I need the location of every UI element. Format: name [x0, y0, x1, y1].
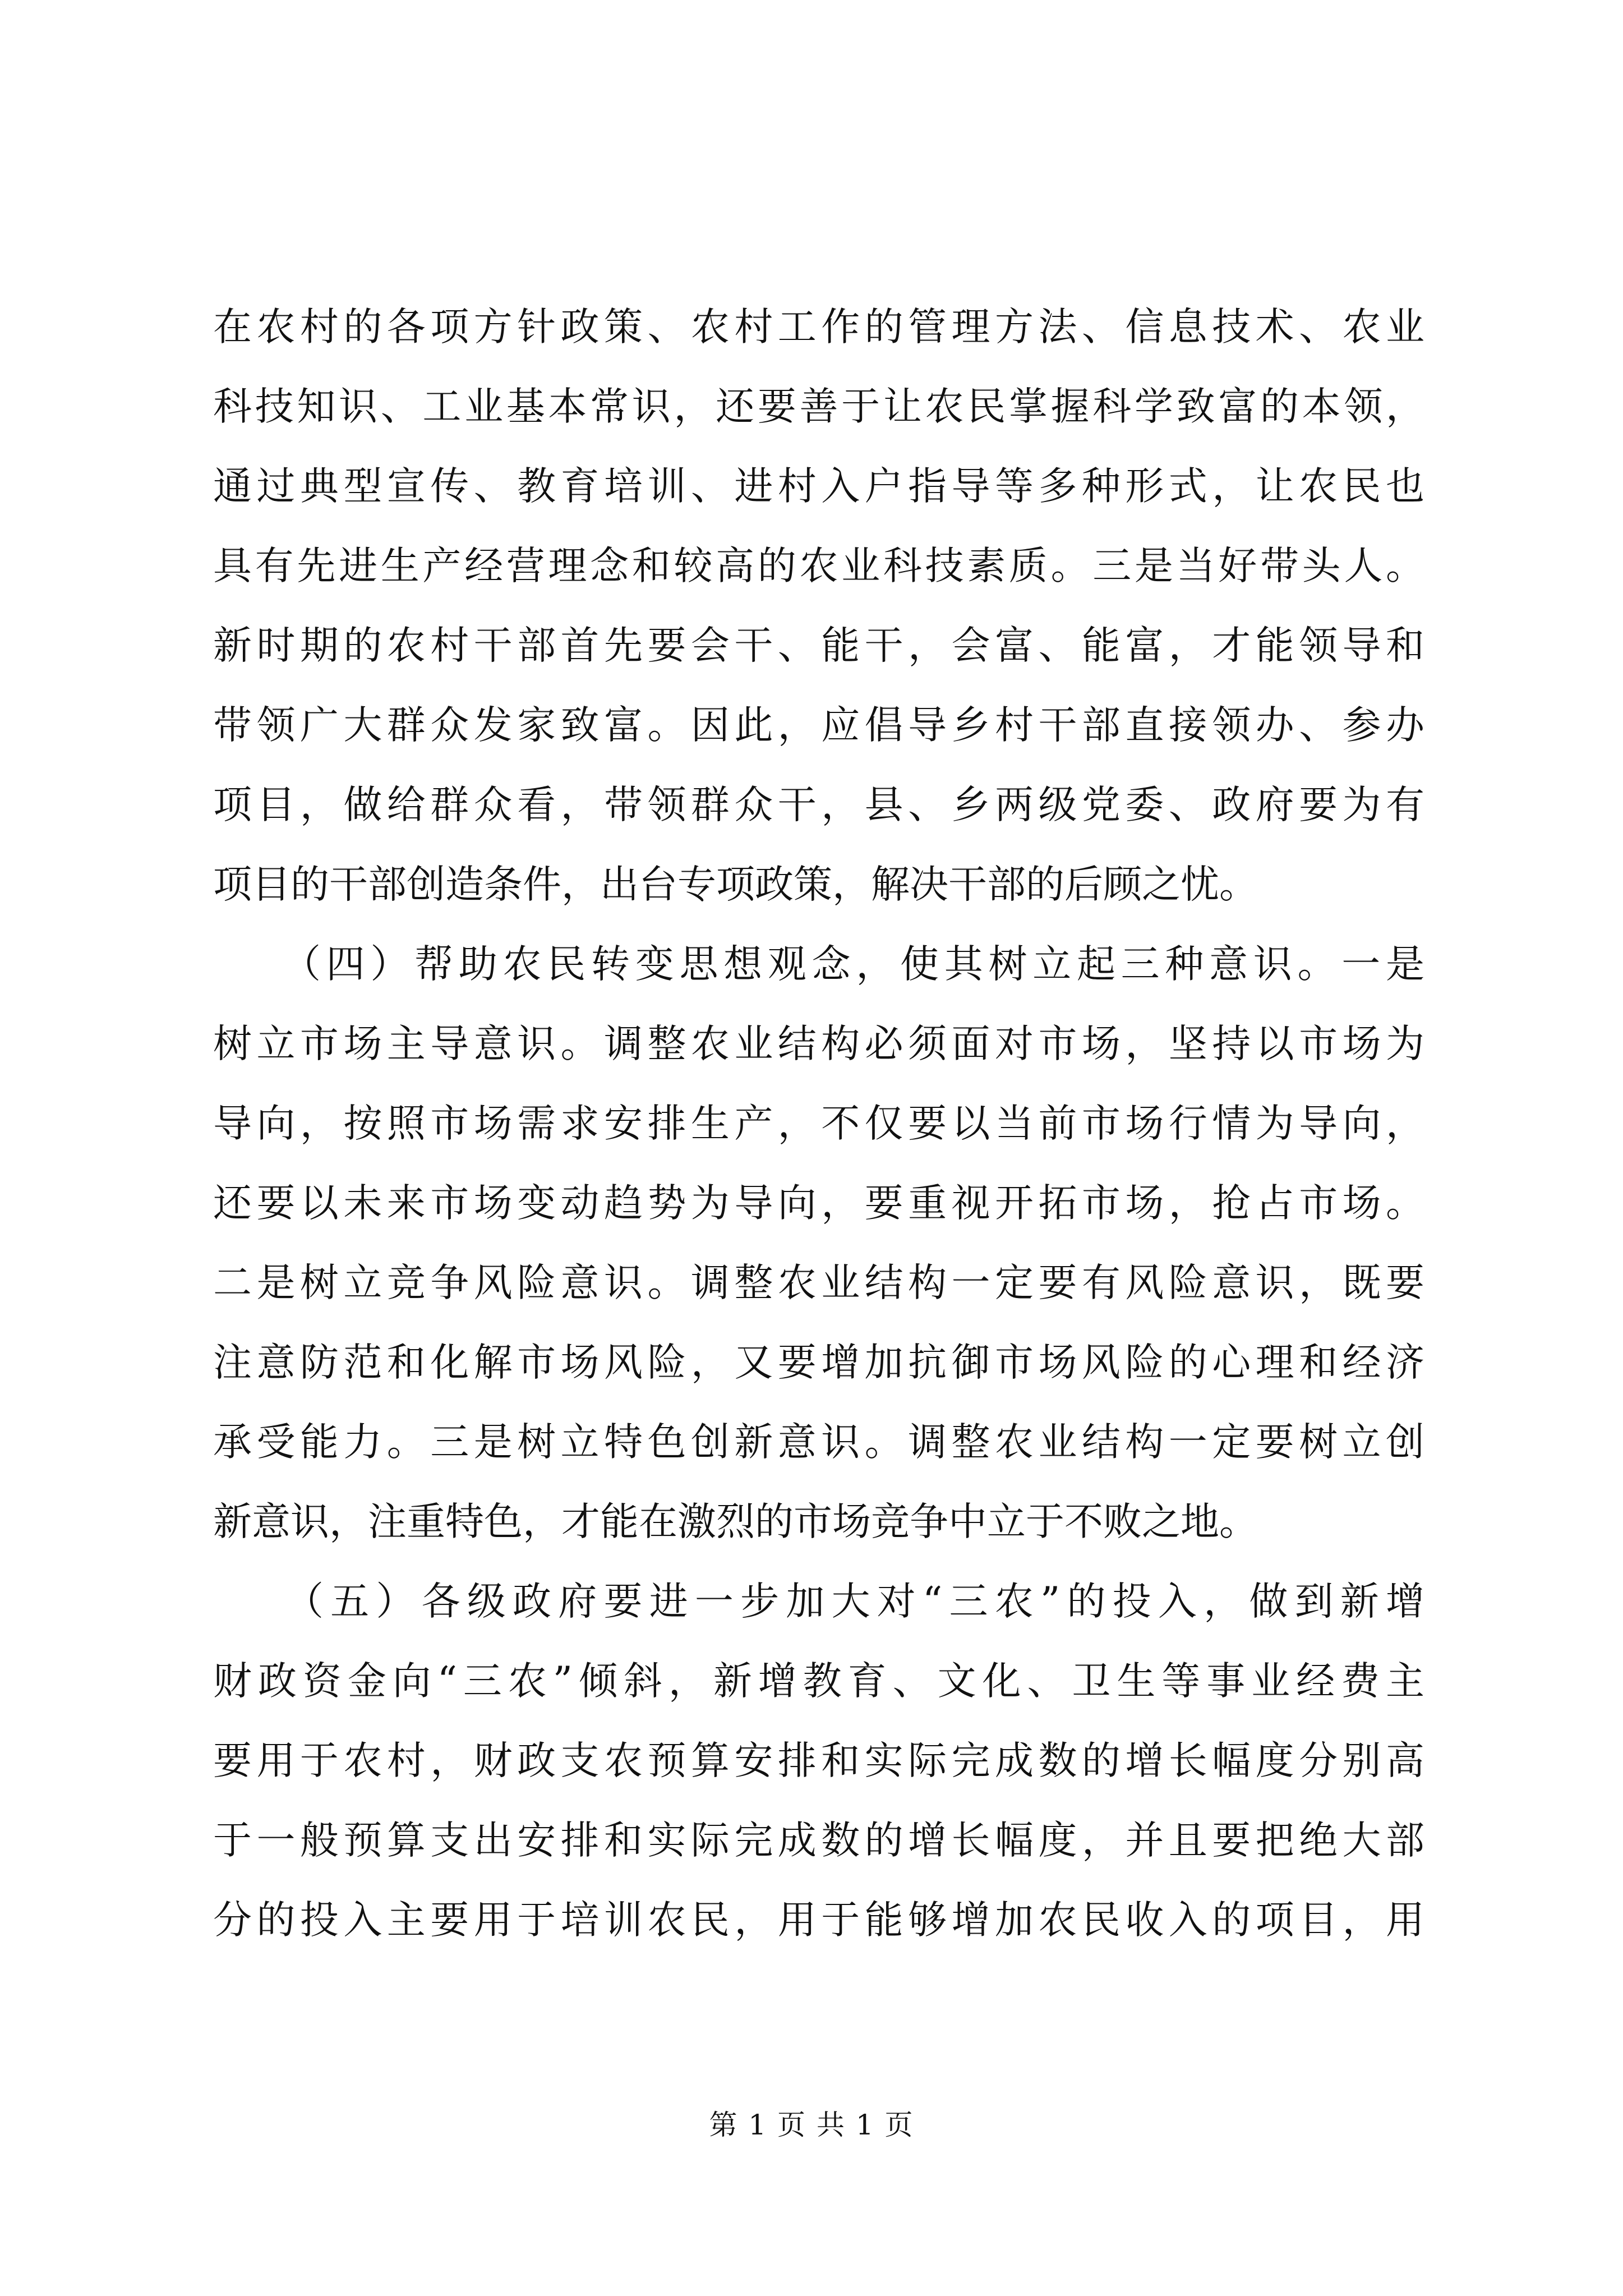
text-line: 新时期的农村干部首先要会干、能干，会富、能富，才能领导和	[213, 623, 1424, 668]
text-line: 要用于农村，财政支农预算安排和实际完成数的增长幅度分别高	[213, 1738, 1424, 1783]
body-text	[213, 287, 1424, 1960]
text-line: 承受能力。三是树立特色创新意识。调整农业结构一定要树立创	[213, 1420, 1424, 1465]
text-line: 分的投入主要用于培训农民，用于能够增加农民收入的项目，用	[213, 1898, 1424, 1943]
text-line: 树立市场主导意识。调整农业结构必须面对市场，坚持以市场为	[213, 1022, 1424, 1066]
text-line: 导向，按照市场需求安排生产，不仅要以当前市场行情为导向，	[213, 1101, 1424, 1146]
text-line: 注意防范和化解市场风险，又要增加抗御市场风险的心理和经济	[213, 1340, 1424, 1385]
text-line: 在农村的各项方针政策、农村工作的管理方法、信息技术、农业	[213, 305, 1424, 349]
page-number-label: 第 1 页 共 1 页	[709, 2109, 914, 2141]
text-line: （四）帮助农民转变思想观念，使其树立起三种意识。一是	[213, 942, 1424, 987]
text-line: 具有先进生产经营理念和较高的农业科技素质。三是当好带头人。	[213, 544, 1424, 588]
text-line: 二是树立竞争风险意识。调整农业结构一定要有风险意识，既要	[213, 1260, 1424, 1305]
text-line: （五）各级政府要进一步加大对“三农”的投入，做到新增	[213, 1579, 1424, 1624]
text-line: 科技知识、工业基本常识，还要善于让农民掌握科学致富的本领，	[213, 384, 1424, 429]
text-line: 通过典型宣传、教育培训、进村入户指导等多种形式，让农民也	[213, 464, 1424, 509]
text-line: 项目的干部创造条件，出台专项政策，解决干部的后顾之忧。	[213, 862, 1258, 907]
page-footer	[0, 2108, 1623, 2142]
text-line: 还要以未来市场变动趋势为导向，要重视开拓市场，抢占市场。	[213, 1181, 1424, 1226]
text-line: 新意识，注重特色，才能在激烈的市场竞争中立于不败之地。	[213, 1499, 1258, 1544]
text-line: 于一般预算支出安排和实际完成数的增长幅度，并且要把绝大部	[213, 1818, 1424, 1863]
text-line: 项目，做给群众看，带领群众干，县、乡两级党委、政府要为有	[213, 783, 1424, 827]
text-line: 财政资金向“三农”倾斜，新增教育、文化、卫生等事业经费主	[213, 1659, 1424, 1704]
text-line: 带领广大群众发家致富。因此，应倡导乡村干部直接领办、参办	[213, 703, 1424, 748]
